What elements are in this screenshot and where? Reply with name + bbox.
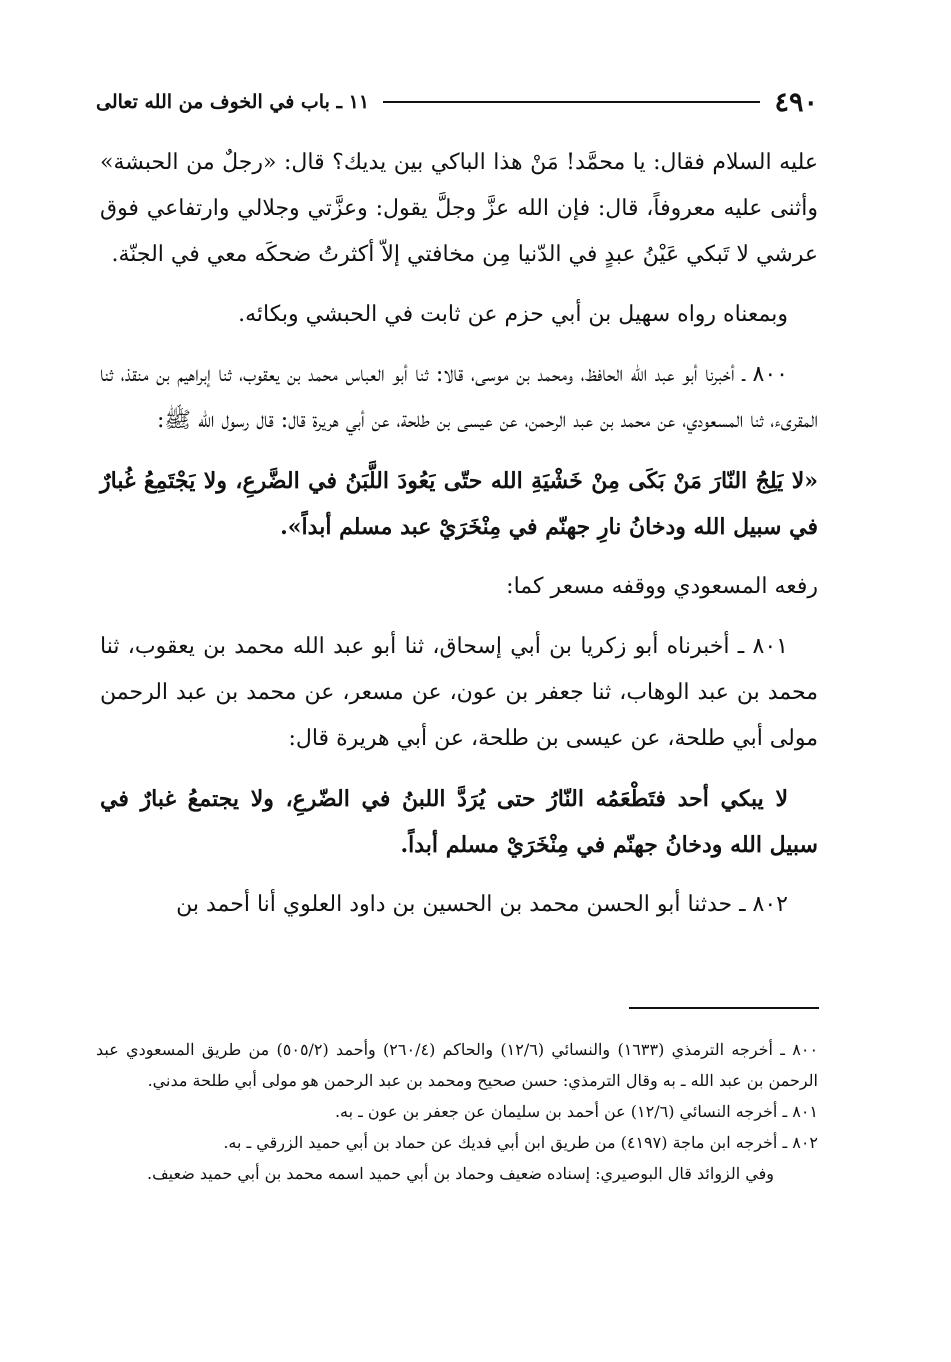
paragraph-hadith-802-isnad: ٨٠٢ ـ حدثنا أبو الحسن محمد بن الحسين بن داود العلوي أنا أحمد بن bbox=[176, 892, 788, 917]
footnotes bbox=[96, 1034, 818, 1189]
main-text bbox=[100, 140, 818, 928]
footnote-separator bbox=[629, 1007, 819, 1009]
header-rule bbox=[383, 101, 760, 103]
footnote-802-zawaid: وفي الزوائد قال البوصيري: إسناده ضعيف وحماد بن أبي حميد اسمه محمد بن أبي حميد ضعيف. bbox=[147, 1164, 774, 1183]
page-number: ٤٩٠ bbox=[774, 86, 818, 118]
running-header bbox=[96, 82, 818, 122]
paragraph-continuation: عليه السلام فقال: يا محمَّد! مَنْ هذا الباكي بين يديك؟ قال: «رجلٌ من الحبشة» وأثنى عليه معروفاً، قال: فإن الله عزَّ وجلَّ يقول: وعزَّتي وجلالي وارتفاعي فوق عرشي لا تَبكي عَيْنُ عبدٍ في الدّنيا مِن مخافتي إلاّ أكثرتُ ضحكَه معي في الجنّة. bbox=[100, 150, 818, 267]
paragraph-hadith-801-isnad: ٨٠١ ـ أخبرناه أبو زكريا بن أبي إسحاق، ثنا أبو عبد الله محمد بن يعقوب، ثنا محمد بن عبد الوهاب، ثنا جعفر بن عون، عن مسعر، عن محمد بن عبد الرحمن مولى أبي طلحة، عن عيسى بن طلحة، عن أبي هريرة قال: bbox=[100, 634, 818, 751]
footnote-800: ٨٠٠ ـ أخرجه الترمذي (١٦٣٣) والنسائي (١٢/٦) والحاكم (٢٦٠/٤) وأحمد (٥٠٥/٢) من طريق المسعودي عبد الرحمن بن عبد الله ـ به وقال الترمذي: حسن صحيح ومحمد بن عبد الرحمن هو مولى أبي طلحة مدني. bbox=[96, 1040, 819, 1090]
footnote-802: ٨٠٢ ـ أخرجه ابن ماجة (٤١٩٧) من طريق ابن أبي فديك عن حماد بن أبي حميد الزرقي ـ به. bbox=[223, 1133, 818, 1152]
paragraph-hadith-801-matn: لا يبكي أحد فتَطْعَمُه النّارُ حتى يُرَدَّ اللبنُ في الضّرعِ، ولا يجتمعُ غبارٌ في سبيل الله ودخانُ جهنّم في مِنْخَرَيْ مسلم أبداً. bbox=[100, 786, 818, 858]
footnote-801: ٨٠١ ـ أخرجه النسائي (١٢/٦) عن أحمد بن سليمان عن جعفر بن عون ـ به. bbox=[334, 1102, 818, 1121]
paragraph-hadith-800-matn: «لا يَلِجُ النّارَ مَنْ بَكَى مِنْ خَشْيَةِ الله حتّى يَعُودَ اللَّبَنُ في الضَّرعِ، ولا يَجْتَمِعُ غُبارٌ في سبيل الله ودخانُ نارِ جهنّم في مِنْخَرَيْ عبد مسلم أبداً». bbox=[100, 468, 818, 540]
paragraph-hadith-800-isnad: ٨٠٠ ـ أخبرنا أبو عبد الله الحافظ، ومحمد بن موسى، قالا: ثنا أبو العباس محمد بن يعقوب، ثنا إبراهيم بن منقذ، ثنا المقرىء، ثنا المسعودي، عن محمد بن عبد الرحمن، عن عيسى بن طلحة، عن أبي هريرة قال: قال رسول الله ﷺ: bbox=[100, 362, 818, 433]
chapter-title: ١١ ـ باب في الخوف من الله تعالى bbox=[96, 91, 370, 113]
paragraph-suhail-note: وبمعناه رواه سهيل بن أبي حزم عن ثابت في الحبشي وبكائه. bbox=[238, 302, 788, 327]
paragraph-raf-note: رفعه المسعودي ووقفه مسعر كما: bbox=[506, 574, 818, 599]
